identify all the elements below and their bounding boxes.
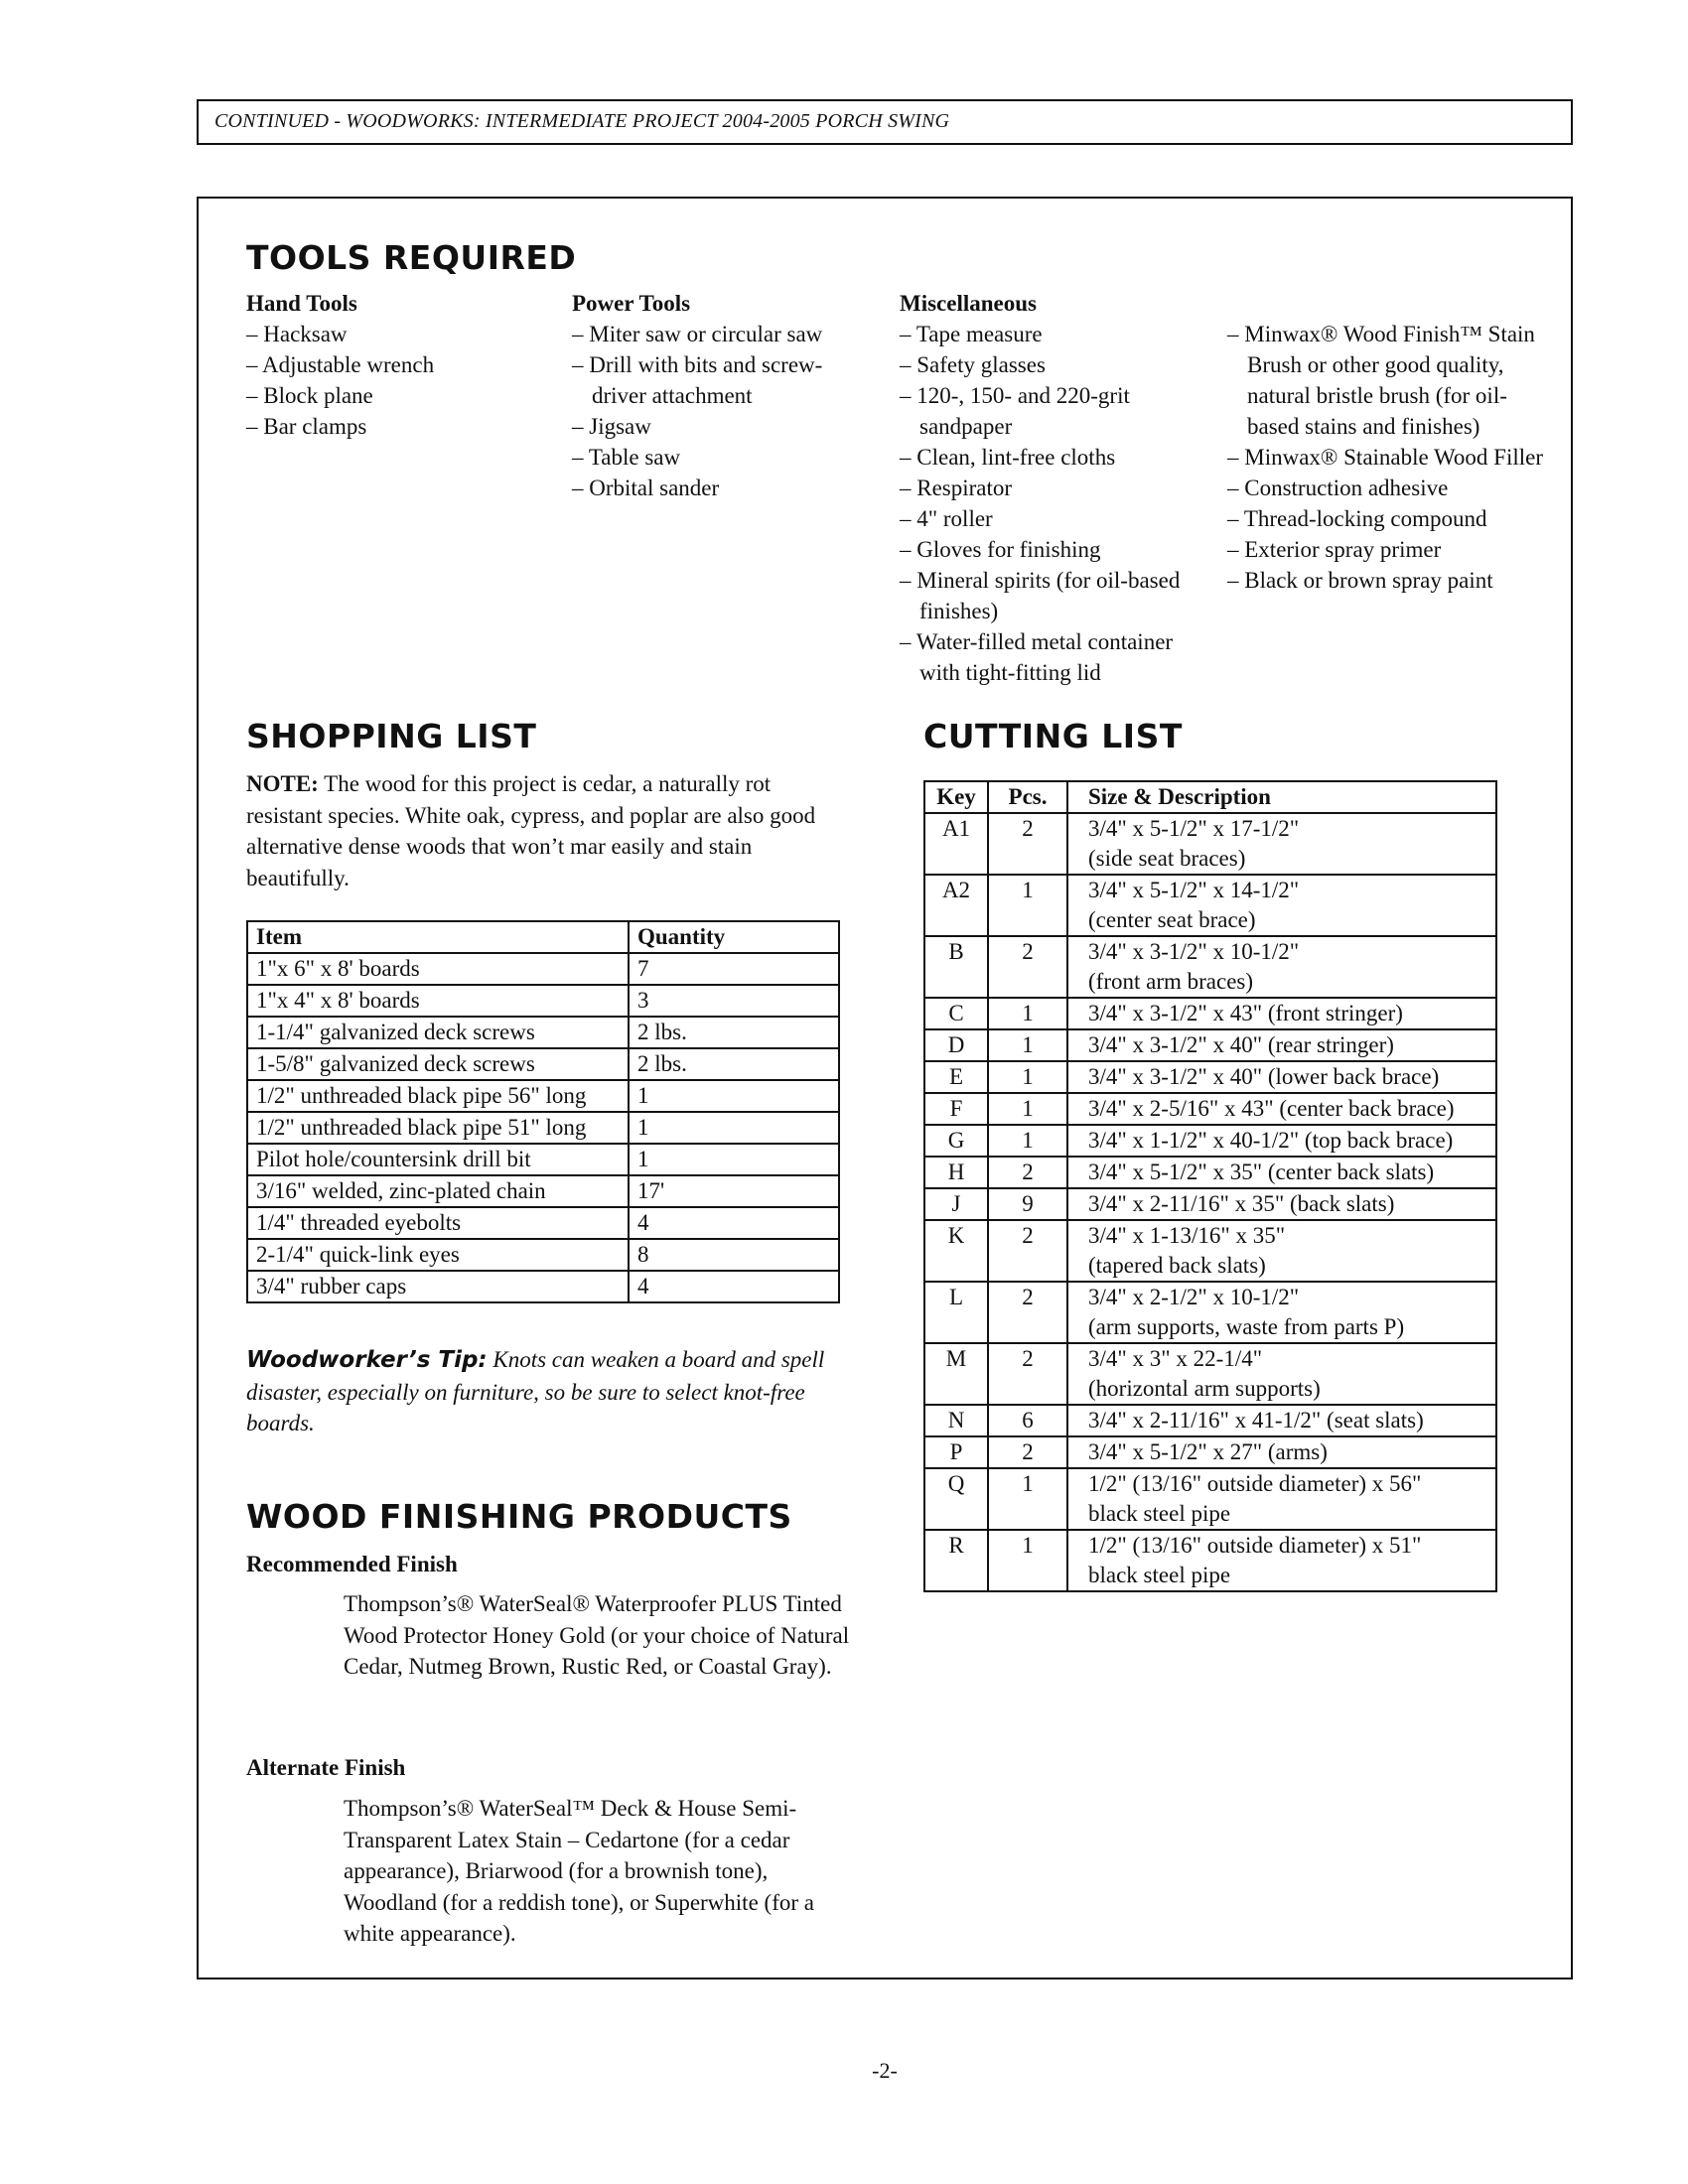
- size-description-cell: [1067, 936, 1496, 998]
- item-cell: 1/4" threaded eyebolts: [247, 1207, 629, 1239]
- woodworker-tip: [246, 1344, 842, 1439]
- table-row: [924, 1436, 1496, 1468]
- key-cell: N: [924, 1405, 988, 1436]
- size-line: 3/4" x 5-1/2" x 14-1/2": [1088, 878, 1300, 902]
- size-line: 3/4" x 3-1/2" x 40" (rear stringer): [1088, 1032, 1394, 1057]
- size-line: 3/4" x 5-1/2" x 27" (arms): [1088, 1439, 1328, 1464]
- pcs-column-header: Pcs.: [988, 781, 1067, 813]
- key-cell: A1: [924, 813, 988, 875]
- recommended-finish-heading: Recommended Finish: [246, 1552, 458, 1576]
- pcs-cell: 1: [988, 998, 1067, 1029]
- tool-item: – Water-filled metal container with tight-fitting lid: [900, 629, 1174, 685]
- quantity-cell: 17': [629, 1175, 839, 1207]
- size-line: 1/2" (13/16" outside diameter) x 56": [1088, 1471, 1422, 1496]
- quantity-cell: 1: [629, 1112, 839, 1144]
- misc-tools-list-1: [900, 319, 1197, 688]
- size-description-cell: [1067, 1093, 1496, 1125]
- tools-title: TOOLS REQUIRED: [246, 238, 577, 277]
- table-row: [924, 1530, 1496, 1591]
- power-tools-list: [572, 319, 860, 503]
- tool-item: – Safety glasses: [900, 352, 1046, 377]
- key-cell: C: [924, 998, 988, 1029]
- quantity-cell: 7: [629, 953, 839, 985]
- item-cell: 1-5/8" galvanized deck screws: [247, 1048, 629, 1080]
- key-cell: A2: [924, 875, 988, 936]
- tool-item: – Exterior spray primer: [1227, 537, 1442, 562]
- misc-tools-heading: Miscellaneous: [900, 291, 1037, 316]
- tool-item: – Bar clamps: [246, 414, 367, 439]
- size-description-cell: [1067, 1157, 1496, 1188]
- size-description-cell: [1067, 1188, 1496, 1220]
- table-row: [924, 1188, 1496, 1220]
- table-row: [247, 1239, 839, 1271]
- item-cell: 3/16" welded, zinc-plated chain: [247, 1175, 629, 1207]
- tool-item: – Respirator: [900, 476, 1013, 500]
- key-column-header: Key: [924, 781, 988, 813]
- cutting-table: [923, 780, 1497, 1592]
- description-line: (arm supports, waste from parts P): [1088, 1314, 1405, 1339]
- table-row: [924, 1468, 1496, 1530]
- alternate-finish-text: Thompson’s® WaterSeal™ Deck & House Semi-Transparent Latex Stain – Cedartone (for a cedar appearance), Briarwood (for a brownish tone), Woodland (for a reddish tone), or Superwhite (for a white appearance).: [344, 1796, 814, 1946]
- tool-item: – 4" roller: [900, 506, 993, 531]
- tool-item: – 120-, 150- and 220-grit sandpaper: [900, 383, 1130, 439]
- pcs-cell: 2: [988, 1343, 1067, 1405]
- header-text: CONTINUED - WOODWORKS: INTERMEDIATE PROJECT 2004-2005 PORCH SWING: [214, 110, 950, 132]
- size-description-cell: [1067, 875, 1496, 936]
- shopping-table-body: [247, 953, 839, 1302]
- size-description-cell: [1067, 813, 1496, 875]
- table-row: [247, 953, 839, 985]
- size-column-header: Size & Description: [1067, 781, 1496, 813]
- description-line: black steel pipe: [1088, 1501, 1231, 1526]
- key-cell: F: [924, 1093, 988, 1125]
- size-description-cell: [1067, 1220, 1496, 1282]
- size-description-cell: [1067, 1061, 1496, 1093]
- tip-label: Woodworker’s Tip:: [246, 1347, 488, 1373]
- cutting-table-body: [924, 813, 1496, 1591]
- tool-item: – Clean, lint-free cloths: [900, 445, 1116, 470]
- description-line: (center seat brace): [1088, 907, 1256, 932]
- size-line: 3/4" x 3-1/2" x 40" (lower back brace): [1088, 1064, 1440, 1089]
- item-cell: 1"x 4" x 8' boards: [247, 985, 629, 1017]
- pcs-cell: 1: [988, 875, 1067, 936]
- size-description-cell: [1067, 1029, 1496, 1061]
- quantity-cell: 4: [629, 1207, 839, 1239]
- key-cell: J: [924, 1188, 988, 1220]
- table-row: [924, 998, 1496, 1029]
- pcs-cell: 1: [988, 1468, 1067, 1530]
- table-row: [247, 1048, 839, 1080]
- tool-item: – Gloves for finishing: [900, 537, 1101, 562]
- table-row: [247, 1112, 839, 1144]
- key-cell: L: [924, 1282, 988, 1343]
- table-row: [924, 813, 1496, 875]
- table-row: [924, 875, 1496, 936]
- table-row: [924, 1220, 1496, 1282]
- size-line: 3/4" x 2-11/16" x 41-1/2" (seat slats): [1088, 1408, 1424, 1433]
- pcs-cell: 1: [988, 1530, 1067, 1591]
- size-line: 3/4" x 2-1/2" x 10-1/2": [1088, 1285, 1300, 1309]
- quantity-cell: 2 lbs.: [629, 1048, 839, 1080]
- tool-item: – Hacksaw: [246, 322, 348, 346]
- key-cell: Q: [924, 1468, 988, 1530]
- pcs-cell: 2: [988, 936, 1067, 998]
- item-cell: 1"x 6" x 8' boards: [247, 953, 629, 985]
- size-line: 3/4" x 3-1/2" x 43" (front stringer): [1088, 1001, 1403, 1025]
- hand-tools-list: [246, 319, 544, 442]
- size-line: 3/4" x 3" x 22-1/4": [1088, 1346, 1263, 1371]
- key-cell: D: [924, 1029, 988, 1061]
- quantity-cell: 2 lbs.: [629, 1017, 839, 1048]
- pcs-cell: 2: [988, 813, 1067, 875]
- pcs-cell: 6: [988, 1405, 1067, 1436]
- table-row: [247, 1175, 839, 1207]
- size-line: 3/4" x 2-5/16" x 43" (center back brace): [1088, 1096, 1455, 1121]
- size-description-cell: [1067, 1125, 1496, 1157]
- table-row: [924, 1405, 1496, 1436]
- size-description-cell: [1067, 1282, 1496, 1343]
- shopping-table: [246, 920, 840, 1303]
- size-description-cell: [1067, 1343, 1496, 1405]
- table-row: [247, 985, 839, 1017]
- pcs-cell: 1: [988, 1061, 1067, 1093]
- size-line: 1/2" (13/16" outside diameter) x 51": [1088, 1533, 1422, 1558]
- table-row: [924, 1093, 1496, 1125]
- pcs-cell: 2: [988, 1220, 1067, 1282]
- size-line: 3/4" x 2-11/16" x 35" (back slats): [1088, 1191, 1395, 1216]
- table-row: [924, 1282, 1496, 1343]
- key-cell: H: [924, 1157, 988, 1188]
- tool-item: – Mineral spirits (for oil-based finishes): [900, 568, 1181, 623]
- size-line: 3/4" x 3-1/2" x 10-1/2": [1088, 939, 1300, 964]
- size-description-cell: [1067, 1436, 1496, 1468]
- table-row: [924, 936, 1496, 998]
- description-line: (side seat braces): [1088, 846, 1246, 871]
- tool-item: – Tape measure: [900, 322, 1043, 346]
- description-line: (horizontal arm supports): [1088, 1376, 1321, 1401]
- tool-item: – Table saw: [572, 445, 681, 470]
- shopping-note: [246, 768, 842, 893]
- note-text: The wood for this project is cedar, a naturally rot resistant species. White oak, cypress, and poplar are also good alternative dense woods that won’t mar easily and stain beautifully.: [246, 771, 816, 890]
- table-row: [247, 1144, 839, 1175]
- pcs-cell: 2: [988, 1436, 1067, 1468]
- item-cell: 3/4" rubber caps: [247, 1271, 629, 1302]
- item-column-header: Item: [247, 921, 629, 953]
- tool-item: – Adjustable wrench: [246, 352, 435, 377]
- table-row: [924, 1343, 1496, 1405]
- tool-item: – Thread-locking compound: [1227, 506, 1487, 531]
- key-cell: G: [924, 1125, 988, 1157]
- alternate-finish-heading: Alternate Finish: [246, 1755, 406, 1780]
- quantity-cell: 1: [629, 1144, 839, 1175]
- pcs-cell: 2: [988, 1157, 1067, 1188]
- tool-item: – Construction adhesive: [1227, 476, 1449, 500]
- key-cell: E: [924, 1061, 988, 1093]
- finishing-title: WOOD FINISHING PRODUCTS: [246, 1497, 792, 1536]
- size-line: 3/4" x 1-1/2" x 40-1/2" (top back brace): [1088, 1128, 1454, 1153]
- tool-item: – Jigsaw: [572, 414, 651, 439]
- key-cell: P: [924, 1436, 988, 1468]
- key-cell: R: [924, 1530, 988, 1591]
- page-header: [197, 99, 1573, 145]
- table-row: [247, 1017, 839, 1048]
- tool-item: – Black or brown spray paint: [1227, 568, 1493, 593]
- quantity-column-header: Quantity: [629, 921, 839, 953]
- key-cell: M: [924, 1343, 988, 1405]
- quantity-cell: 4: [629, 1271, 839, 1302]
- power-tools-heading: Power Tools: [572, 291, 691, 316]
- pcs-cell: 2: [988, 1282, 1067, 1343]
- table-row: [924, 1029, 1496, 1061]
- power-tools-column: [572, 288, 860, 503]
- tool-item: – Drill with bits and screw-driver attachment: [572, 352, 823, 408]
- size-line: 3/4" x 5-1/2" x 35" (center back slats): [1088, 1160, 1435, 1184]
- page-number: -2-: [872, 2058, 898, 2083]
- recommended-finish-text: Thompson’s® WaterSeal® Waterproofer PLUS Tinted Wood Protector Honey Gold (or your choice of Natural Cedar, Nutmeg Brown, Rustic Red, or Coastal Gray).: [344, 1591, 850, 1679]
- table-row: [924, 1061, 1496, 1093]
- hand-tools-column: [246, 288, 544, 442]
- quantity-cell: 8: [629, 1239, 839, 1271]
- cutting-table-header: [924, 781, 1496, 813]
- tool-item: – Minwax® Wood Finish™ Stain Brush or other good quality, natural bristle brush (for oil-based stains and finishes): [1227, 322, 1535, 439]
- quantity-cell: 3: [629, 985, 839, 1017]
- description-line: black steel pipe: [1088, 1563, 1231, 1587]
- pcs-cell: 1: [988, 1093, 1067, 1125]
- description-line: (tapered back slats): [1088, 1253, 1266, 1278]
- pcs-cell: 1: [988, 1125, 1067, 1157]
- table-row: [924, 1125, 1496, 1157]
- pcs-cell: 9: [988, 1188, 1067, 1220]
- item-cell: 2-1/4" quick-link eyes: [247, 1239, 629, 1271]
- tool-item: – Orbital sander: [572, 476, 720, 500]
- size-description-cell: [1067, 1468, 1496, 1530]
- misc-tools-list-2: [1227, 319, 1545, 596]
- shopping-title: SHOPPING LIST: [246, 717, 537, 755]
- item-cell: 1/2" unthreaded black pipe 51" long: [247, 1112, 629, 1144]
- table-row: [247, 1271, 839, 1302]
- pcs-cell: 1: [988, 1029, 1067, 1061]
- misc-tools-column: [900, 288, 1197, 688]
- hand-tools-heading: Hand Tools: [246, 291, 357, 316]
- misc-tools-column-2: [1227, 319, 1545, 596]
- quantity-cell: 1: [629, 1080, 839, 1112]
- item-cell: Pilot hole/countersink drill bit: [247, 1144, 629, 1175]
- item-cell: 1/2" unthreaded black pipe 56" long: [247, 1080, 629, 1112]
- tool-item: – Block plane: [246, 383, 373, 408]
- size-line: 3/4" x 5-1/2" x 17-1/2": [1088, 816, 1300, 841]
- shopping-table-header: [247, 921, 839, 953]
- size-description-cell: [1067, 1405, 1496, 1436]
- tool-item: – Miter saw or circular saw: [572, 322, 823, 346]
- item-cell: 1-1/4" galvanized deck screws: [247, 1017, 629, 1048]
- table-row: [247, 1207, 839, 1239]
- tip-text: Knots can weaken a board and spell disaster, especially on furniture, so be sure to select knot-free boards.: [246, 1347, 825, 1435]
- size-description-cell: [1067, 998, 1496, 1029]
- table-row: [247, 1080, 839, 1112]
- key-cell: K: [924, 1220, 988, 1282]
- tool-item: – Minwax® Stainable Wood Filler: [1227, 445, 1544, 470]
- table-row: [924, 1157, 1496, 1188]
- size-line: 3/4" x 1-13/16" x 35": [1088, 1223, 1286, 1248]
- note-label: NOTE:: [246, 771, 319, 796]
- description-line: (front arm braces): [1088, 969, 1254, 994]
- key-cell: B: [924, 936, 988, 998]
- cutting-title: CUTTING LIST: [923, 717, 1183, 755]
- size-description-cell: [1067, 1530, 1496, 1591]
